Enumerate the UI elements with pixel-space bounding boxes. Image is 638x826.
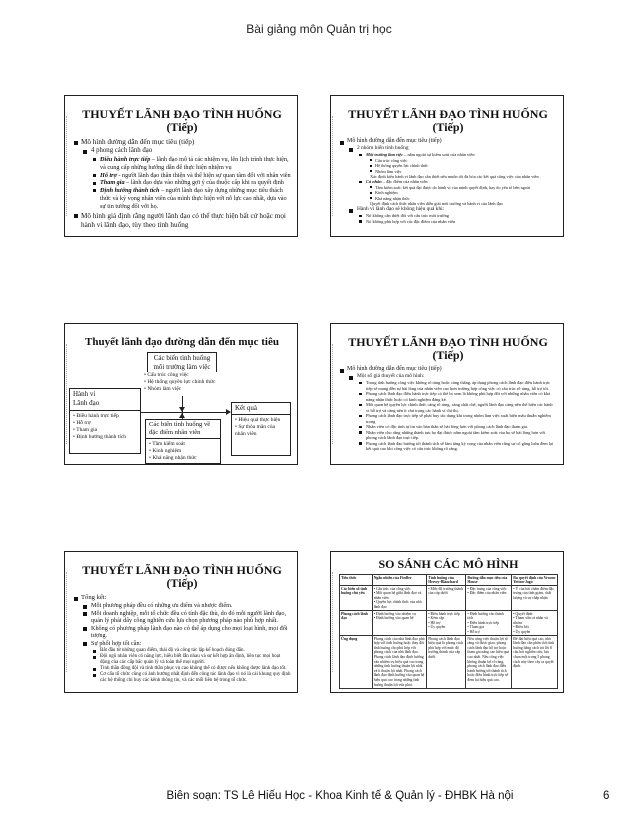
table-header-row (340, 575, 558, 586)
result-title: Kết quả (235, 404, 257, 412)
bullet: Trong tình huống công việc không rõ ràng hoặc căng thẳng, áp dụng phong cách lãnh đạo điều hành trực tiếp sẽ mang đến sự hài lòng của nhân viên cao hơn trường hợp công việc có cấu trúc rõ ràng, hỗ trợ tốt. (339, 380, 557, 391)
bullet: Nó không phù hợp với các đặc điểm của nhân viên (339, 219, 557, 225)
table-cell: Nếu công việc thuận lợi rõ ràng và được giao, phong cách lãnh đạo hỗ trợ hoặc tham gia nâng cao hiệu quả cao nhất. Nếu công việc không thuận lợi rõ ràng, phong cách lãnh đạo điều hành hướng tới thành tích hoặc điều hành trực tiếp sẽ đem lại hiệu quả cao. (466, 636, 512, 689)
slide-2 (330, 95, 564, 237)
env-item: • Cấu trúc công việc (144, 372, 189, 378)
arrow-icon (226, 409, 231, 415)
bullet: 4 phong cách lãnh đạo (73, 147, 291, 156)
bullet: Phong cách lãnh đạo trực tiếp sẽ phát huy tác dụng khi trong nhóm làm việc xuất hiện mâu thuẫn nghiêm trọng (339, 413, 557, 424)
table-cell: • Quyết định • Tham vấn cá nhân và nhóm • Điều hối • Ủy quyền (512, 611, 558, 636)
leader-item: • Điều hành trực tiếp (73, 413, 119, 419)
table-cell: Ứng dụng (340, 636, 373, 689)
env-items-box (143, 372, 223, 393)
bullet: Định hướng thành tích – người lãnh đạo xây dựng những mục tiêu thách thức và kỳ vọng nhân viên của mình thực hiện với nỗ lực cao nhất, dựa vào sự tin tưởng đối với họ. (73, 187, 291, 210)
table-row (340, 636, 558, 689)
slide-1 (64, 95, 298, 237)
employee-item: • Tầm kiểm soát (149, 441, 185, 447)
table-cell: • Đặc trưng của công việc • Đặc điểm của nhân viên (466, 586, 512, 611)
bullet: Khả năng nhận thức (339, 196, 557, 201)
slide-title: THUYẾT LÃNH ĐẠO TÌNH HUỐNG (Tiếp) (82, 563, 282, 590)
employee-variables-box (145, 419, 221, 464)
employee-variables-title: Các biến tình huống về đặc điểm nhân viên (149, 421, 211, 436)
table-row (340, 586, 558, 611)
bullet: Tham gia – lãnh đạo dựa vào những gợi ý của thuộc cấp khi ra quyết định (73, 179, 291, 187)
column-header: Ra quyết định của Vroom-Yetton-Jago (513, 575, 557, 585)
bullet: Bắt đầu từ những quan điểm, thái độ và công tác lập kế hoạch đúng đắn. (73, 648, 291, 654)
table-row (340, 611, 558, 636)
bullet: Đội ngũ nhân viên có năng lực, hiểu biết lẫn nhau và sự kết hợp ăn định, liên tục mọi hoạt động của các cấp bắc quản lý và toàn thể mọi người. (73, 654, 291, 666)
slide-4 (330, 323, 564, 465)
bullet: Tầm kiểm soát: kết quả đạt được do hành vi của mình quyết định, hay do yếu tố bên ngoài (339, 185, 557, 190)
leader-item: • Tham gia (73, 427, 98, 433)
note: Quyết định cách thức nhân viên diễn giải môi trường và hành vi của lãnh đạo (370, 201, 503, 207)
bullet: Môi trường làm việc – nằm ngoài sự kiểm soát của nhân viên (339, 152, 557, 158)
bullet: Mô hình đường dẫn đến mục tiêu (tiếp) (339, 366, 557, 373)
bullet: Sự phối hợp tốt cần: (73, 640, 291, 648)
table-cell: • Cấu trúc của công việc • Mối quan hệ giữa lãnh đạo và nhân viên • Quyền lực chính thức của nhà lãnh đạo (372, 586, 427, 611)
bullet: Phong cách lãnh đạo điều hành trực tiếp có thể bị xem là không phù hợp đối với những nhân viên có khả năng nhận thức hoặc có kinh nghiệm đáng kể. (339, 391, 557, 402)
slide-3 (64, 323, 298, 465)
bullet: Tổng kết: (73, 594, 291, 602)
page-number: 6 (603, 790, 610, 802)
column-header: Tiêu thức (340, 575, 373, 586)
page-header: Bài giảng môn Quản trị học (246, 22, 392, 36)
slide-title: THUYẾT LÃNH ĐẠO TÌNH HUỐNG (Tiếp) (82, 107, 282, 134)
bullet: Tính thần đồng đội và tinh thần phục vụ cao không thể có được nếu không được lãnh đạo tốt. (73, 666, 291, 672)
env-variables-title: Các biến tình huống môi trường làm việc (153, 354, 211, 371)
bullet: Hành vi lãnh đạo sẽ không hiệu quả khi: (339, 206, 557, 213)
column-header: Ngẫu nhiên của Fiedler (372, 575, 427, 586)
leader-item: • Định hướng thành tích (73, 434, 127, 440)
table-cell: • Định hướng vào thành tích • Điều hành trực tiếp • Tham gia • Hỗ trợ (466, 611, 512, 636)
env-item: • Hệ thống quyền lực chính thức (144, 379, 216, 385)
table-cell: Phong cách lãnh đạo (340, 611, 373, 636)
bullet: Phong cách lãnh đạo hướng tới thành tích sẽ làm tăng kỳ vọng của nhân viên rằng sự cố gắng luôn đem lại kết quả cao khi công việc có cấu trúc không rõ ràng. (339, 441, 557, 452)
bullet: Hệ thống quyền lực chính thức (339, 163, 557, 168)
page-footer: Biên soạn: TS Lê Hiếu Học - Khoa Kinh tế & Quản lý - ĐHBK Hà nội (166, 790, 514, 802)
bullet: Một số giả thuyết của mô hình: (339, 373, 557, 380)
bullet: Mô hình giả định rằng người lãnh đạo có thể thực hiện bất cứ hoặc mọi hành vi lãnh đạo, tùy theo tình huống (73, 212, 291, 230)
slide-title: SO SÁNH CÁC MÔ HÌNH (378, 557, 519, 571)
bullet: Mỗi doanh nghiệp, mỗi tổ chức đều có tính đặc thù, do đó mỗi người lãnh đạo, quản lý phải dây công nghiên cứu lựa chọn phương pháp nào phù hợp nhất. (73, 610, 291, 625)
slide-title: Thuyết lãnh đạo đường dẫn đến mục tiêu (85, 336, 279, 348)
bullet: Nhóm làm việc (339, 169, 557, 174)
slide-5 (64, 551, 298, 693)
table-cell: Để đạt hiệu quả cao, nhà lãnh đạo cần phân tích tình huống bằng cách trả lời 8 câu hỏi nghiên cứu, lựa chọn một trong 5 phong cách này theo cây ra quyết định. (512, 636, 558, 689)
comparison-table (339, 574, 558, 689)
bullet: Cơ cấu tổ chức cũng có ảnh hưởng nhất định đến công tác lãnh đạo vì nó là cái khung quy định các hệ thống chỉ huy các kênh thông tin, và các mối liên hệ trong tổ chức. (73, 672, 291, 684)
table-cell: • Ý của bài chấm điểm đặc trưng của tình giảm, chất lượng và sự chấp nhận (512, 586, 558, 611)
table-cell: Phong cách của nhà lãnh đạo phù hợp với tình huống hoặc thay đổi tình huống cho phù hợp với phong cách của nhà lãnh đạo. Phong cách lãnh đạo định hướng vào nhiệm vụ hiệu quả cao trong những tình huống thuận lợi nhất và ít thuận lợi nhất. Phong cách lãnh đạo định hướng vào quan hệ hiệu quả cao trong những tình huống thuận lợi vừa phải. (372, 636, 427, 689)
slide-6 (330, 551, 564, 693)
bullet: Không có phương pháp lãnh đạo nào có thể áp dụng cho mọi loại hình, mọi đối tượng. (73, 625, 291, 640)
bullet: Mô hình đường dẫn đến mục tiêu (tiếp) (339, 138, 557, 145)
arrow-icon (179, 413, 185, 418)
result-item: • Hiệu quả thực hiện (235, 416, 281, 423)
result-box (231, 402, 291, 456)
arrow-icon (179, 407, 185, 412)
bullet: Nhân viên có đặc tính tự tin vào bản thân sẽ hài lòng hơn với phong cách lãnh đạo tham gia. (339, 424, 557, 430)
bullet: Cấu trúc công việc (339, 158, 557, 163)
table-cell: • Mức độ trưởng thành của cấp dưới (427, 586, 466, 611)
bullet: Mối quan hệ quyền lực chính thức càng rõ ràng, càng chặt chẽ, người lãnh đạo càng nên thể hiện các hành vi hỗ trợ và càng nên ít chú trọng các hành vi chỉ thị. (339, 402, 557, 413)
env-variables-box (147, 352, 217, 373)
column-header: Đường dẫn mục tiêu của House (466, 575, 512, 586)
table-cell: • Điều hành trực tiếp • Kèm cặp • Hỗ trợ • Ủy quyền (427, 611, 466, 636)
employee-item: • Kinh nghiệm (149, 448, 182, 454)
table-cell: Các biến số tình huống chủ yếu (340, 586, 373, 611)
slide-title: THUYẾT LÃNH ĐẠO TÌNH HUỐNG (Tiếp) (348, 107, 548, 134)
employee-item: • Khả năng nhận thức (149, 455, 197, 461)
table-cell: • Định hướng vào nhiệm vụ • Định hướng vào quan hệ (372, 611, 427, 636)
bullet: Kinh nghiệm (339, 190, 557, 195)
bullet: Mỗi phương pháp đều có những ưu điểm và nhược điểm. (73, 602, 291, 610)
table-cell: Phong cách lãnh đạo hiệu quả là phong cách phù hợp với mức độ trưởng thành của cấp dưới. (427, 636, 466, 689)
slide-title: THUYẾT LÃNH ĐẠO TÌNH HUỐNG (Tiếp) (348, 335, 548, 362)
bullet: Cá nhân – đặc điểm của nhân viên (339, 179, 557, 185)
note: Xác định kiểu hành vi lãnh đạo cần thiết nếu muốn tối đa hóa các kết quả công việc của nhân viên (370, 173, 539, 179)
bullet: Mô hình đường dẫn đến mục tiêu (tiếp) (73, 138, 291, 147)
bullet: 2 nhóm biến tình huống (339, 145, 557, 152)
result-item: • Sự thỏa mãn của nhân viên (235, 423, 276, 437)
leader-behavior-title: Hành vi Lãnh đạo (73, 390, 100, 407)
leader-behavior-box (69, 388, 141, 454)
bullet: Nhân viên cho rằng những thành tựu họ đạt được nằm ngoài tầm kiểm soát của họ sẽ hài lòng hơn với phong cách lãnh đạo trực tiếp. (339, 430, 557, 441)
leader-item: • Hỗ trợ (73, 420, 91, 426)
column-header: Tình huống của Hersey-Blanchard (427, 575, 466, 586)
bullet: Điều hành trực tiếp – lãnh đạo mô tả các nhiệm vụ, lên lịch trình thực hiện, và cung cấp những hướng dẫn để thực hiện nhiệm vụ (73, 156, 291, 172)
bullet: Nó không cần thiết đối với cấu trúc môi trường (339, 213, 557, 219)
bullet: Hỗ trợ - người lãnh đạo thân thiện và thể hiện sự quan tâm đối với nhân viên (73, 172, 291, 180)
env-item: • Nhóm làm việc (144, 386, 182, 392)
